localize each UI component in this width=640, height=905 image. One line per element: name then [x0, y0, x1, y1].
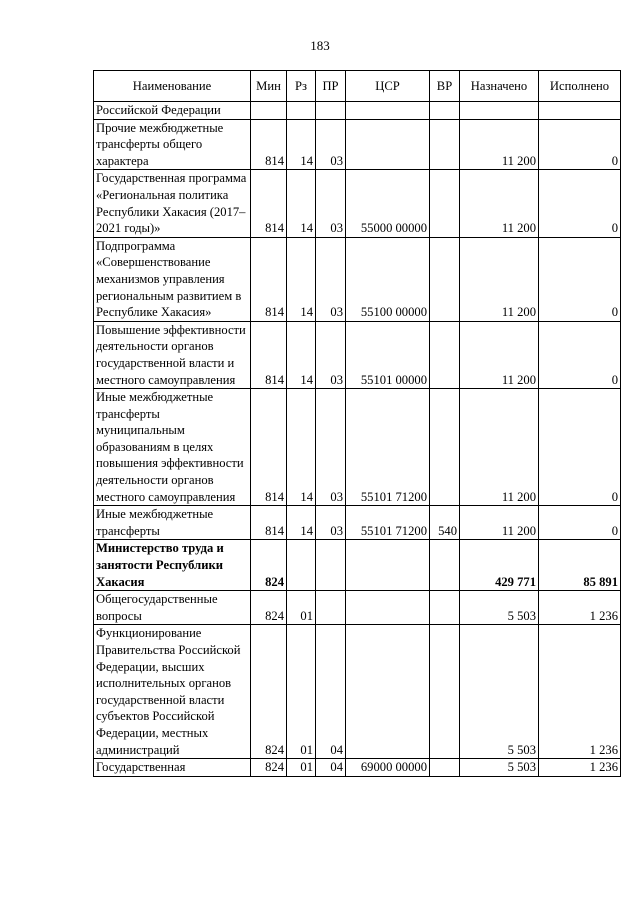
cell-min: 814 [251, 389, 287, 506]
cell-executed: 1 236 [539, 759, 621, 777]
cell-name: Функционирование Правительства Российской Федерации, высших исполнительных органов государственной власти субъектов Российской Федерации, местных администраций [94, 625, 251, 759]
cell-executed: 85 891 [539, 540, 621, 591]
cell-name: Повышение эффективности деятельности органов государственной власти и местного самоуправления [94, 321, 251, 388]
cell-assigned: 5 503 [460, 759, 539, 777]
header-executed: Исполнено [539, 71, 621, 102]
cell-name: Российской Федерации [94, 102, 251, 120]
cell-csr [346, 625, 430, 759]
cell-assigned: 11 200 [460, 237, 539, 321]
header-name: Наименование [94, 71, 251, 102]
cell-pr: 03 [316, 389, 346, 506]
table-row [94, 759, 621, 777]
table-row [94, 119, 621, 170]
cell-executed: 1 236 [539, 625, 621, 759]
cell-pr [316, 540, 346, 591]
cell-csr [346, 119, 430, 170]
cell-assigned: 429 771 [460, 540, 539, 591]
cell-assigned: 5 503 [460, 591, 539, 625]
cell-executed: 0 [539, 321, 621, 388]
cell-executed: 0 [539, 237, 621, 321]
cell-csr: 55000 00000 [346, 170, 430, 237]
cell-vr [430, 625, 460, 759]
cell-pr: 03 [316, 170, 346, 237]
cell-min [251, 102, 287, 120]
cell-min: 824 [251, 625, 287, 759]
cell-rz: 14 [287, 389, 316, 506]
cell-pr: 04 [316, 759, 346, 777]
cell-assigned: 11 200 [460, 119, 539, 170]
cell-name: Общегосударственные вопросы [94, 591, 251, 625]
cell-vr [430, 389, 460, 506]
header-rz: Рз [287, 71, 316, 102]
cell-pr: 03 [316, 506, 346, 540]
cell-pr: 03 [316, 237, 346, 321]
cell-rz: 14 [287, 506, 316, 540]
cell-name: Государственная программа «Региональная политика Республики Хакасия (2017–2021 годы)» [94, 170, 251, 237]
header-csr: ЦСР [346, 71, 430, 102]
table-row [94, 625, 621, 759]
cell-csr [346, 102, 430, 120]
cell-rz: 14 [287, 170, 316, 237]
cell-rz: 14 [287, 119, 316, 170]
cell-rz [287, 540, 316, 591]
cell-name: Иные межбюджетные трансферты [94, 506, 251, 540]
cell-vr [430, 102, 460, 120]
cell-rz [287, 102, 316, 120]
cell-name: Государственная [94, 759, 251, 777]
table-row [94, 321, 621, 388]
table-row [94, 591, 621, 625]
table-body [94, 102, 621, 777]
cell-min: 824 [251, 591, 287, 625]
cell-assigned: 11 200 [460, 321, 539, 388]
cell-csr: 55101 71200 [346, 506, 430, 540]
cell-min: 814 [251, 237, 287, 321]
cell-csr: 55101 71200 [346, 389, 430, 506]
cell-vr: 540 [430, 506, 460, 540]
cell-rz: 01 [287, 759, 316, 777]
header-pr: ПР [316, 71, 346, 102]
cell-executed: 0 [539, 506, 621, 540]
cell-assigned: 5 503 [460, 625, 539, 759]
cell-pr: 03 [316, 321, 346, 388]
header-vr: ВР [430, 71, 460, 102]
cell-executed [539, 102, 621, 120]
cell-min: 814 [251, 506, 287, 540]
cell-pr [316, 591, 346, 625]
cell-min: 814 [251, 170, 287, 237]
page-number: 183 [310, 38, 330, 53]
table-row [94, 389, 621, 506]
cell-name: Иные межбюджетные трансферты муниципальным образованиям в целях повышения эффективности деятельности органов местного самоуправления [94, 389, 251, 506]
table-row [94, 170, 621, 237]
cell-assigned [460, 102, 539, 120]
cell-vr [430, 321, 460, 388]
cell-pr: 04 [316, 625, 346, 759]
cell-rz: 14 [287, 321, 316, 388]
cell-min: 814 [251, 321, 287, 388]
cell-pr [316, 102, 346, 120]
table-row [94, 102, 621, 120]
cell-vr [430, 237, 460, 321]
cell-vr [430, 119, 460, 170]
cell-executed: 0 [539, 119, 621, 170]
cell-rz: 14 [287, 237, 316, 321]
cell-assigned: 11 200 [460, 506, 539, 540]
cell-csr: 55100 00000 [346, 237, 430, 321]
cell-assigned: 11 200 [460, 170, 539, 237]
cell-vr [430, 591, 460, 625]
cell-rz: 01 [287, 625, 316, 759]
cell-vr [430, 759, 460, 777]
cell-csr [346, 540, 430, 591]
table-row [94, 237, 621, 321]
cell-csr: 55101 00000 [346, 321, 430, 388]
table-row [94, 540, 621, 591]
cell-vr [430, 170, 460, 237]
cell-csr: 69000 00000 [346, 759, 430, 777]
cell-executed: 1 236 [539, 591, 621, 625]
table-header-row [94, 71, 621, 102]
cell-vr [430, 540, 460, 591]
cell-name: Подпрограмма «Совершенствование механизмов управления региональным развитием в Республике Хакасия» [94, 237, 251, 321]
budget-table [93, 70, 621, 777]
header-min: Мин [251, 71, 287, 102]
cell-min: 824 [251, 759, 287, 777]
header-assigned: Назначено [460, 71, 539, 102]
cell-assigned: 11 200 [460, 389, 539, 506]
cell-pr: 03 [316, 119, 346, 170]
cell-rz: 01 [287, 591, 316, 625]
cell-name: Прочие межбюджетные трансферты общего характера [94, 119, 251, 170]
cell-executed: 0 [539, 170, 621, 237]
cell-csr [346, 591, 430, 625]
cell-min: 824 [251, 540, 287, 591]
table-row [94, 506, 621, 540]
cell-name: Министерство труда и занятости Республики Хакасия [94, 540, 251, 591]
cell-executed: 0 [539, 389, 621, 506]
cell-min: 814 [251, 119, 287, 170]
